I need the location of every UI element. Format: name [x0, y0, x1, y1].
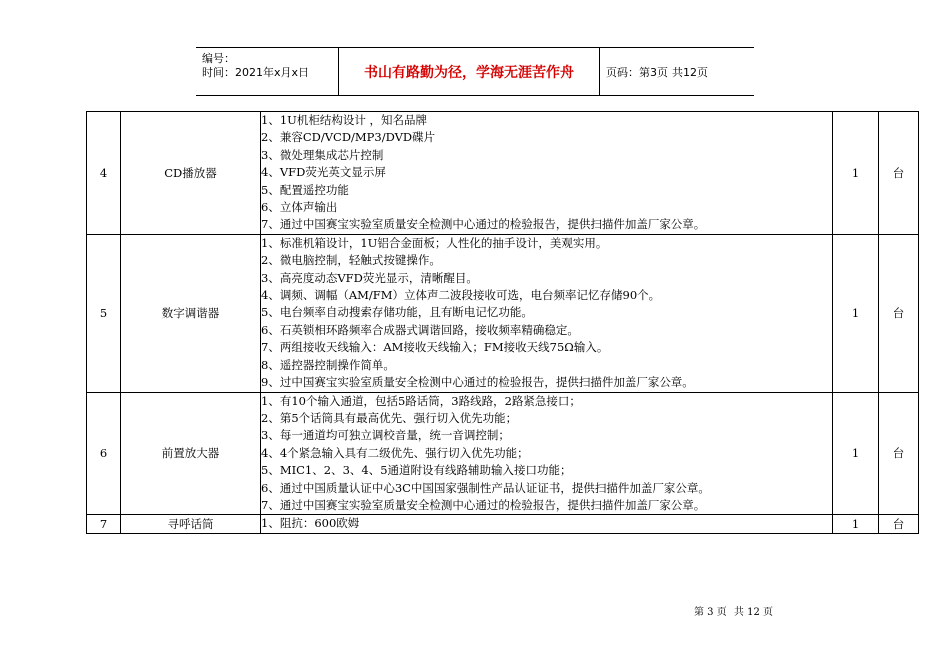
footer-page-total: 共 12 页	[733, 607, 774, 618]
header-page-total: 共12页	[672, 65, 708, 79]
spec-line: 1、标准机箱设计，1U铝合金面板；人性化的抽手设计，美观实用。	[261, 235, 608, 250]
item-name: 前置放大器	[121, 392, 261, 515]
spec-line: 3、高亮度动态VFD荧光显示，清晰醒目。	[261, 270, 478, 285]
header-page-number: 页码：第3页	[606, 65, 668, 79]
item-quantity: 1	[833, 234, 879, 392]
spec-line: 4、4个紧急输入具有二级优先、强行切入优先功能；	[261, 445, 529, 460]
item-name: CD播放器	[121, 112, 261, 235]
item-specs	[261, 112, 833, 235]
row-number: 6	[87, 392, 121, 515]
spec-line: 2、微电脑控制，轻触式按键操作。	[261, 253, 441, 268]
item-quantity: 1	[833, 392, 879, 515]
spec-line: 5、电台频率自动搜索存储功能，且有断电记忆功能。	[261, 305, 533, 320]
row-number: 4	[87, 112, 121, 235]
spec-line: 2、第5个话筒具有最高优先、强行切入优先功能；	[261, 410, 518, 425]
row-number: 7	[87, 515, 121, 533]
item-quantity: 1	[833, 112, 879, 235]
spec-line: 6、立体声输出	[261, 200, 338, 215]
item-specs	[261, 234, 833, 392]
table-row	[87, 392, 919, 515]
table-row	[87, 515, 919, 533]
item-unit: 台	[879, 515, 919, 533]
item-unit: 台	[879, 112, 919, 235]
spec-line: 6、石英锁相环路频率合成器式调谐回路，接收频率精确稳定。	[261, 322, 579, 337]
item-quantity: 1	[833, 515, 879, 533]
item-unit: 台	[879, 234, 919, 392]
spec-line: 7、通过中国赛宝实验室质量安全检测中心通过的检验报告，提供扫描件加盖厂家公章。	[261, 497, 706, 512]
table-row	[87, 234, 919, 392]
table-row	[87, 112, 919, 235]
spec-line: 3、每一通道均可独立调校音量，统一音调控制；	[261, 428, 510, 443]
spec-line: 8、遥控器控制操作简单。	[261, 357, 395, 372]
equipment-table-body	[87, 112, 919, 534]
header-slogan: 书山有路勤为径，学海无涯苦作舟	[339, 48, 600, 95]
item-name: 寻呼话筒	[121, 515, 261, 533]
equipment-table	[86, 111, 919, 534]
spec-line: 7、两组接收天线输入：AM接收天线输入；FM接收天线75Ω输入。	[261, 340, 609, 355]
spec-line: 4、VFD荧光英文显示屏	[261, 165, 386, 180]
time-label: 时间：2021年x月x日	[202, 66, 310, 79]
page-header	[196, 47, 754, 96]
item-specs	[261, 392, 833, 515]
spec-line: 1、阻抗：600欧姆	[261, 516, 360, 531]
spec-line: 5、MIC1、2、3、4、5通道附设有线路辅助输入接口功能；	[261, 463, 572, 478]
spec-line: 4、调频、调幅（AM/FM）立体声二波段接收可选，电台频率记忆存储90个。	[261, 288, 661, 303]
header-page-info	[600, 48, 754, 95]
spec-line: 3、微处理集成芯片控制	[261, 147, 384, 162]
item-name: 数字调谐器	[121, 234, 261, 392]
spec-line: 2、兼容CD/VCD/MP3/DVD碟片	[261, 130, 436, 145]
item-specs	[261, 515, 833, 533]
spec-line: 7、通过中国赛宝实验室质量安全检测中心通过的检验报告，提供扫描件加盖厂家公章。	[261, 217, 706, 232]
code-label: 编号：	[202, 52, 235, 65]
header-meta	[196, 48, 339, 95]
spec-line: 9、过中国赛宝实验室质量安全检测中心通过的检验报告，提供扫描件加盖厂家公章。	[261, 375, 694, 390]
spec-line: 1、1U机柜结构设计 ，知名品牌	[261, 113, 427, 127]
footer-page-number: 第 3 页	[694, 607, 727, 618]
page-footer	[694, 603, 777, 618]
spec-line: 5、配置遥控功能	[261, 182, 349, 197]
row-number: 5	[87, 234, 121, 392]
item-unit: 台	[879, 392, 919, 515]
spec-line: 1、有10个输入通道，包括5路话筒，3路线路，2路紧急接口；	[261, 393, 581, 408]
spec-line: 6、通过中国质量认证中心3C中国国家强制性产品认证证书，提供扫描件加盖厂家公章。	[261, 480, 710, 495]
